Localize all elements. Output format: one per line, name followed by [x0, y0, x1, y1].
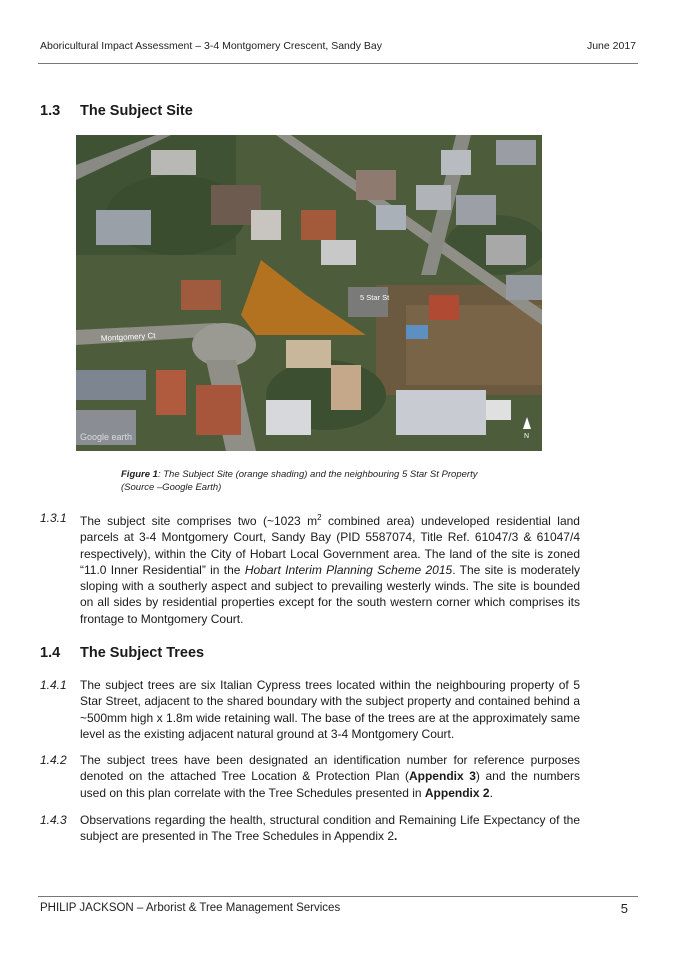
paragraph-1-3-1: [40, 510, 580, 627]
footer-rule: [38, 896, 638, 897]
paragraph-number: 1.4.2: [40, 753, 67, 767]
caption-label: Figure 1: [121, 469, 158, 480]
paragraph-text: Observations regarding the health, structural condition and Remaining Life Expectancy of the subject are presented in The Tree Schedules in Appendix 2.: [80, 813, 580, 844]
page-number: 5: [620, 901, 628, 916]
north-label: N: [524, 433, 530, 440]
caption-source: (Source –Google Earth): [121, 482, 222, 493]
header-rule: [38, 63, 638, 64]
section-number: 1.3: [40, 103, 61, 119]
paragraph-text: The subject trees have been designated an identification number for reference purposes denoted on the attached Tree Location & Protection Plan (Appendix 3) and the numbers used on this plan correlate with the Tree Schedules presented in Appendix 2.: [80, 753, 580, 800]
paragraph-number: 1.4.1: [40, 678, 67, 692]
header-date: June 2017: [586, 40, 636, 52]
map-label-montgomery-ct: Montgomery Ct: [100, 331, 156, 343]
aerial-photo: [76, 135, 542, 451]
paragraph-text: The subject site comprises two (~1023 $m^2$ combined area) undeveloped residential land parcels at 3-4 Montgomery Court, Sandy Bay (PID 5587074, Title Ref. 61047/3 & 61047/4 respectively), within the City of Hobart Local Government area. The land of the site is zoned “11.0 Inner Residential” in the Hobart Interim Planning Scheme 2015. The site is moderately sloping with a southerly aspect and subject to prevailing westerly winds. The site is bounded on all sides by residential properties except for the south western corner which comprises its frontage to Montgomery Court.: [80, 513, 580, 626]
map-label-star-st: 5 Star St: [360, 293, 390, 302]
figure-caption: [121, 468, 561, 494]
section-number: 1.4: [40, 645, 61, 661]
paragraph-1-4-2: [40, 752, 580, 801]
paragraph-number: 1.3.1: [40, 511, 67, 525]
paragraph-1-4-1: [40, 677, 580, 742]
google-earth-watermark: Google earth: [80, 432, 133, 442]
section-title: The Subject Trees: [80, 645, 205, 661]
section-title: The Subject Site: [80, 103, 193, 119]
footer-author: PHILIP JACKSON – Arborist & Tree Management Services: [40, 902, 341, 914]
paragraph-1-4-3: [40, 812, 580, 845]
header-title: Aboricultural Impact Assessment – 3-4 Montgomery Crescent, Sandy Bay: [40, 40, 382, 52]
paragraph-text: The subject trees are six Italian Cypress trees located within the neighbouring property of 5 Star Street, adjacent to the shared boundary with the subject property and contained behind a ~500mm high x 1.8m wide retaining wall. The base of the trees are at the approximately same level as the existing adjacent natural ground at 3-4 Montgomery Court.: [80, 678, 580, 741]
caption-text: : The Subject Site (orange shading) and the neighbouring 5 Star St Property: [157, 469, 478, 480]
paragraph-number: 1.4.3: [40, 813, 67, 827]
